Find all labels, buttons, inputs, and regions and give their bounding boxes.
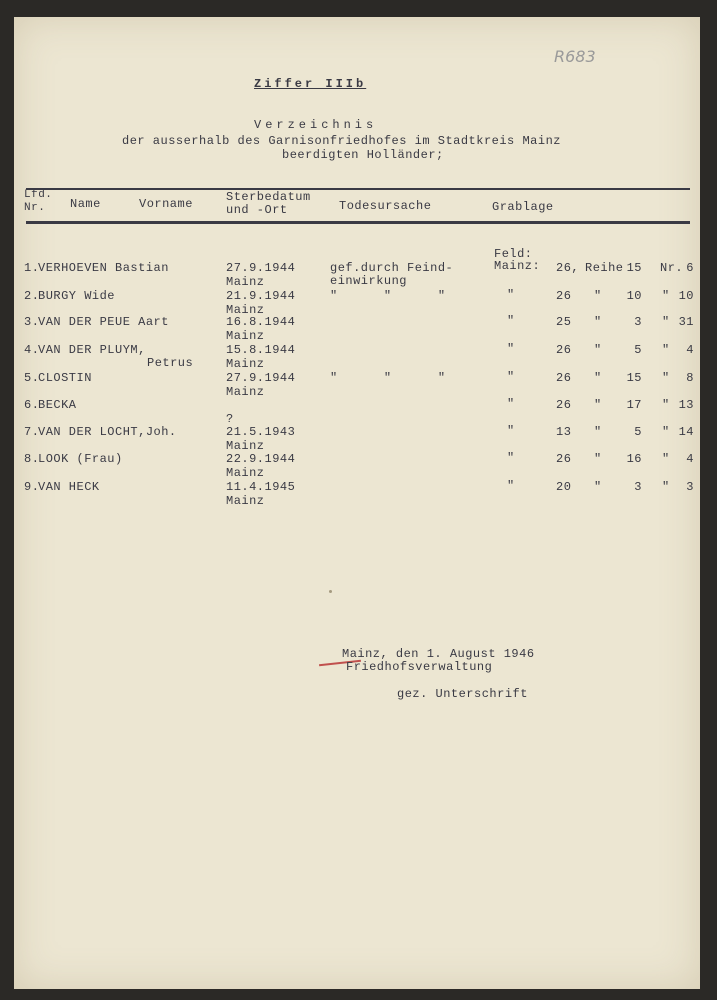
- row-death-place: Mainz: [226, 439, 265, 453]
- row-grave-field-label: ": [507, 314, 515, 328]
- row-grave-row: 5: [634, 425, 642, 439]
- header-rule-top: [26, 188, 690, 190]
- row-grave-row: 10: [626, 289, 642, 303]
- row-grave-nr: 10: [678, 289, 694, 303]
- col-header-name: Name: [70, 197, 101, 211]
- row-number: 8.: [24, 452, 40, 466]
- row-grave-row-label: ": [594, 343, 602, 357]
- row-death-place: Mainz: [226, 494, 265, 508]
- row-death-date: 16.8.1944: [226, 315, 296, 329]
- row-grave-field-label: ": [507, 451, 515, 465]
- row-grave-row-label: ": [594, 480, 602, 494]
- row-grave-row-label: ": [594, 315, 602, 329]
- row-grave-row-label: ": [594, 398, 602, 412]
- row-grave-nr-label: ": [662, 371, 670, 385]
- row-grave-nr-label: ": [662, 425, 670, 439]
- paper-mark: [329, 590, 332, 593]
- place-date: Mainz, den 1. August 1946: [342, 647, 535, 661]
- row-grave-nr: 3: [686, 480, 694, 494]
- row-grave-nr: 6: [686, 261, 694, 275]
- row-grave-field-label: ": [507, 424, 515, 438]
- row-grave-row-label: ": [594, 289, 602, 303]
- row-grave-nr-label: ": [662, 480, 670, 494]
- row-grave-field: 26: [556, 289, 572, 303]
- row-grave-field: 26: [556, 452, 572, 466]
- row-number: 3.: [24, 315, 40, 329]
- row-grave-row-label: ": [594, 425, 602, 439]
- col-header-sterbedatum: Sterbedatum und -Ort: [226, 190, 311, 217]
- row-death-date: 21.5.1943: [226, 425, 296, 439]
- subtitle-line-1: der ausserhalb des Garnisonfriedhofes im Stadtkreis Mainz: [122, 134, 561, 148]
- row-grave-row: 3: [634, 315, 642, 329]
- row-number: 6.: [24, 398, 40, 412]
- row-grave-field-label: ": [507, 397, 515, 411]
- row-number: 1.: [24, 261, 40, 275]
- row-number: 5.: [24, 371, 40, 385]
- row-name: VAN DER PEUE Aart: [38, 315, 169, 329]
- row-number: 4.: [24, 343, 40, 357]
- row-vorname: Petrus: [147, 356, 194, 370]
- row-grave-field: 26: [556, 398, 572, 412]
- row-death-date: 27.9.1944: [226, 261, 296, 275]
- row-grave-row-label: ": [594, 452, 602, 466]
- header-rule-bottom: [26, 221, 690, 224]
- row-name: VAN DER PLUYM,: [38, 343, 146, 357]
- row-name: BURGY Wide: [38, 289, 116, 303]
- row-death-date: 11.4.1945: [226, 480, 296, 494]
- row-grave-nr-label: ": [662, 343, 670, 357]
- document-page: [14, 17, 700, 989]
- row-grave-nr: 4: [686, 343, 694, 357]
- row-grave-row-label: Reihe: [585, 261, 624, 275]
- row-death-place: Mainz: [226, 303, 265, 317]
- row-name: VERHOEVEN Bastian: [38, 261, 169, 275]
- issuing-office: Friedhofsverwaltung: [346, 660, 493, 674]
- page-heading: Ziffer IIIb: [254, 77, 367, 91]
- row-death-date: 21.9.1944: [226, 289, 296, 303]
- row-grave-nr-label: ": [662, 289, 670, 303]
- row-death-date: 27.9.1944: [226, 371, 296, 385]
- row-grave-field-label: Feld: Mainz:: [494, 247, 541, 273]
- subtitle-line-2: beerdigten Holländer;: [282, 148, 444, 162]
- row-grave-nr: 13: [678, 398, 694, 412]
- row-name: LOOK (Frau): [38, 452, 123, 466]
- row-death-place: Mainz: [226, 385, 265, 399]
- row-grave-row: 5: [634, 343, 642, 357]
- row-grave-row: 3: [634, 480, 642, 494]
- row-grave-nr-label: Nr.: [660, 261, 684, 275]
- row-name: CLOSTIN: [38, 371, 92, 385]
- row-number: 2.: [24, 289, 40, 303]
- row-death-place: Mainz: [226, 329, 265, 343]
- row-grave-nr: 8: [686, 371, 694, 385]
- row-grave-field-label: ": [507, 370, 515, 384]
- row-death-date: 15.8.1944: [226, 343, 296, 357]
- row-grave-row-label: ": [594, 371, 602, 385]
- row-grave-nr-label: ": [662, 398, 670, 412]
- row-grave-nr: 14: [678, 425, 694, 439]
- row-death-place: Mainz: [226, 275, 265, 289]
- page-title: Verzeichnis: [254, 118, 378, 132]
- row-grave-row: 15: [626, 371, 642, 385]
- row-grave-field: 26: [556, 343, 572, 357]
- row-name: VAN HECK: [38, 480, 100, 494]
- col-header-nr: Lfd. Nr.: [24, 189, 53, 214]
- row-death-date: 22.9.1944: [226, 452, 296, 466]
- row-grave-field: 13: [556, 425, 572, 439]
- row-grave-nr: 31: [678, 315, 694, 329]
- row-grave-field: 26: [556, 371, 572, 385]
- row-grave-field: 26,: [556, 261, 580, 275]
- row-number: 9.: [24, 480, 40, 494]
- row-grave-field-label: ": [507, 288, 515, 302]
- row-grave-row: 15: [626, 261, 642, 275]
- row-grave-field-label: ": [507, 342, 515, 356]
- row-death-place: ?: [226, 412, 234, 426]
- signature-note: gez. Unterschrift: [397, 687, 528, 701]
- row-grave-row: 17: [626, 398, 642, 412]
- row-grave-nr: 4: [686, 452, 694, 466]
- row-number: 7.: [24, 425, 40, 439]
- row-death-place: Mainz: [226, 357, 265, 371]
- row-grave-nr-label: ": [662, 452, 670, 466]
- row-grave-field: 25: [556, 315, 572, 329]
- row-grave-nr-label: ": [662, 315, 670, 329]
- row-name: BECKA: [38, 398, 77, 412]
- row-cause: gef.durch Feind- einwirkung: [330, 261, 454, 288]
- col-header-vorname: Vorname: [139, 197, 193, 211]
- row-grave-row: 16: [626, 452, 642, 466]
- row-name: VAN DER LOCHT,Joh.: [38, 425, 177, 439]
- row-cause: " " ": [330, 289, 446, 303]
- archive-mark: R683: [554, 47, 596, 66]
- row-grave-field: 20: [556, 480, 572, 494]
- row-cause: " " ": [330, 371, 446, 385]
- row-death-place: Mainz: [226, 466, 265, 480]
- row-grave-field-label: ": [507, 479, 515, 493]
- col-header-todesursache: Todesursache: [339, 199, 432, 213]
- col-header-grablage: Grablage: [492, 200, 554, 214]
